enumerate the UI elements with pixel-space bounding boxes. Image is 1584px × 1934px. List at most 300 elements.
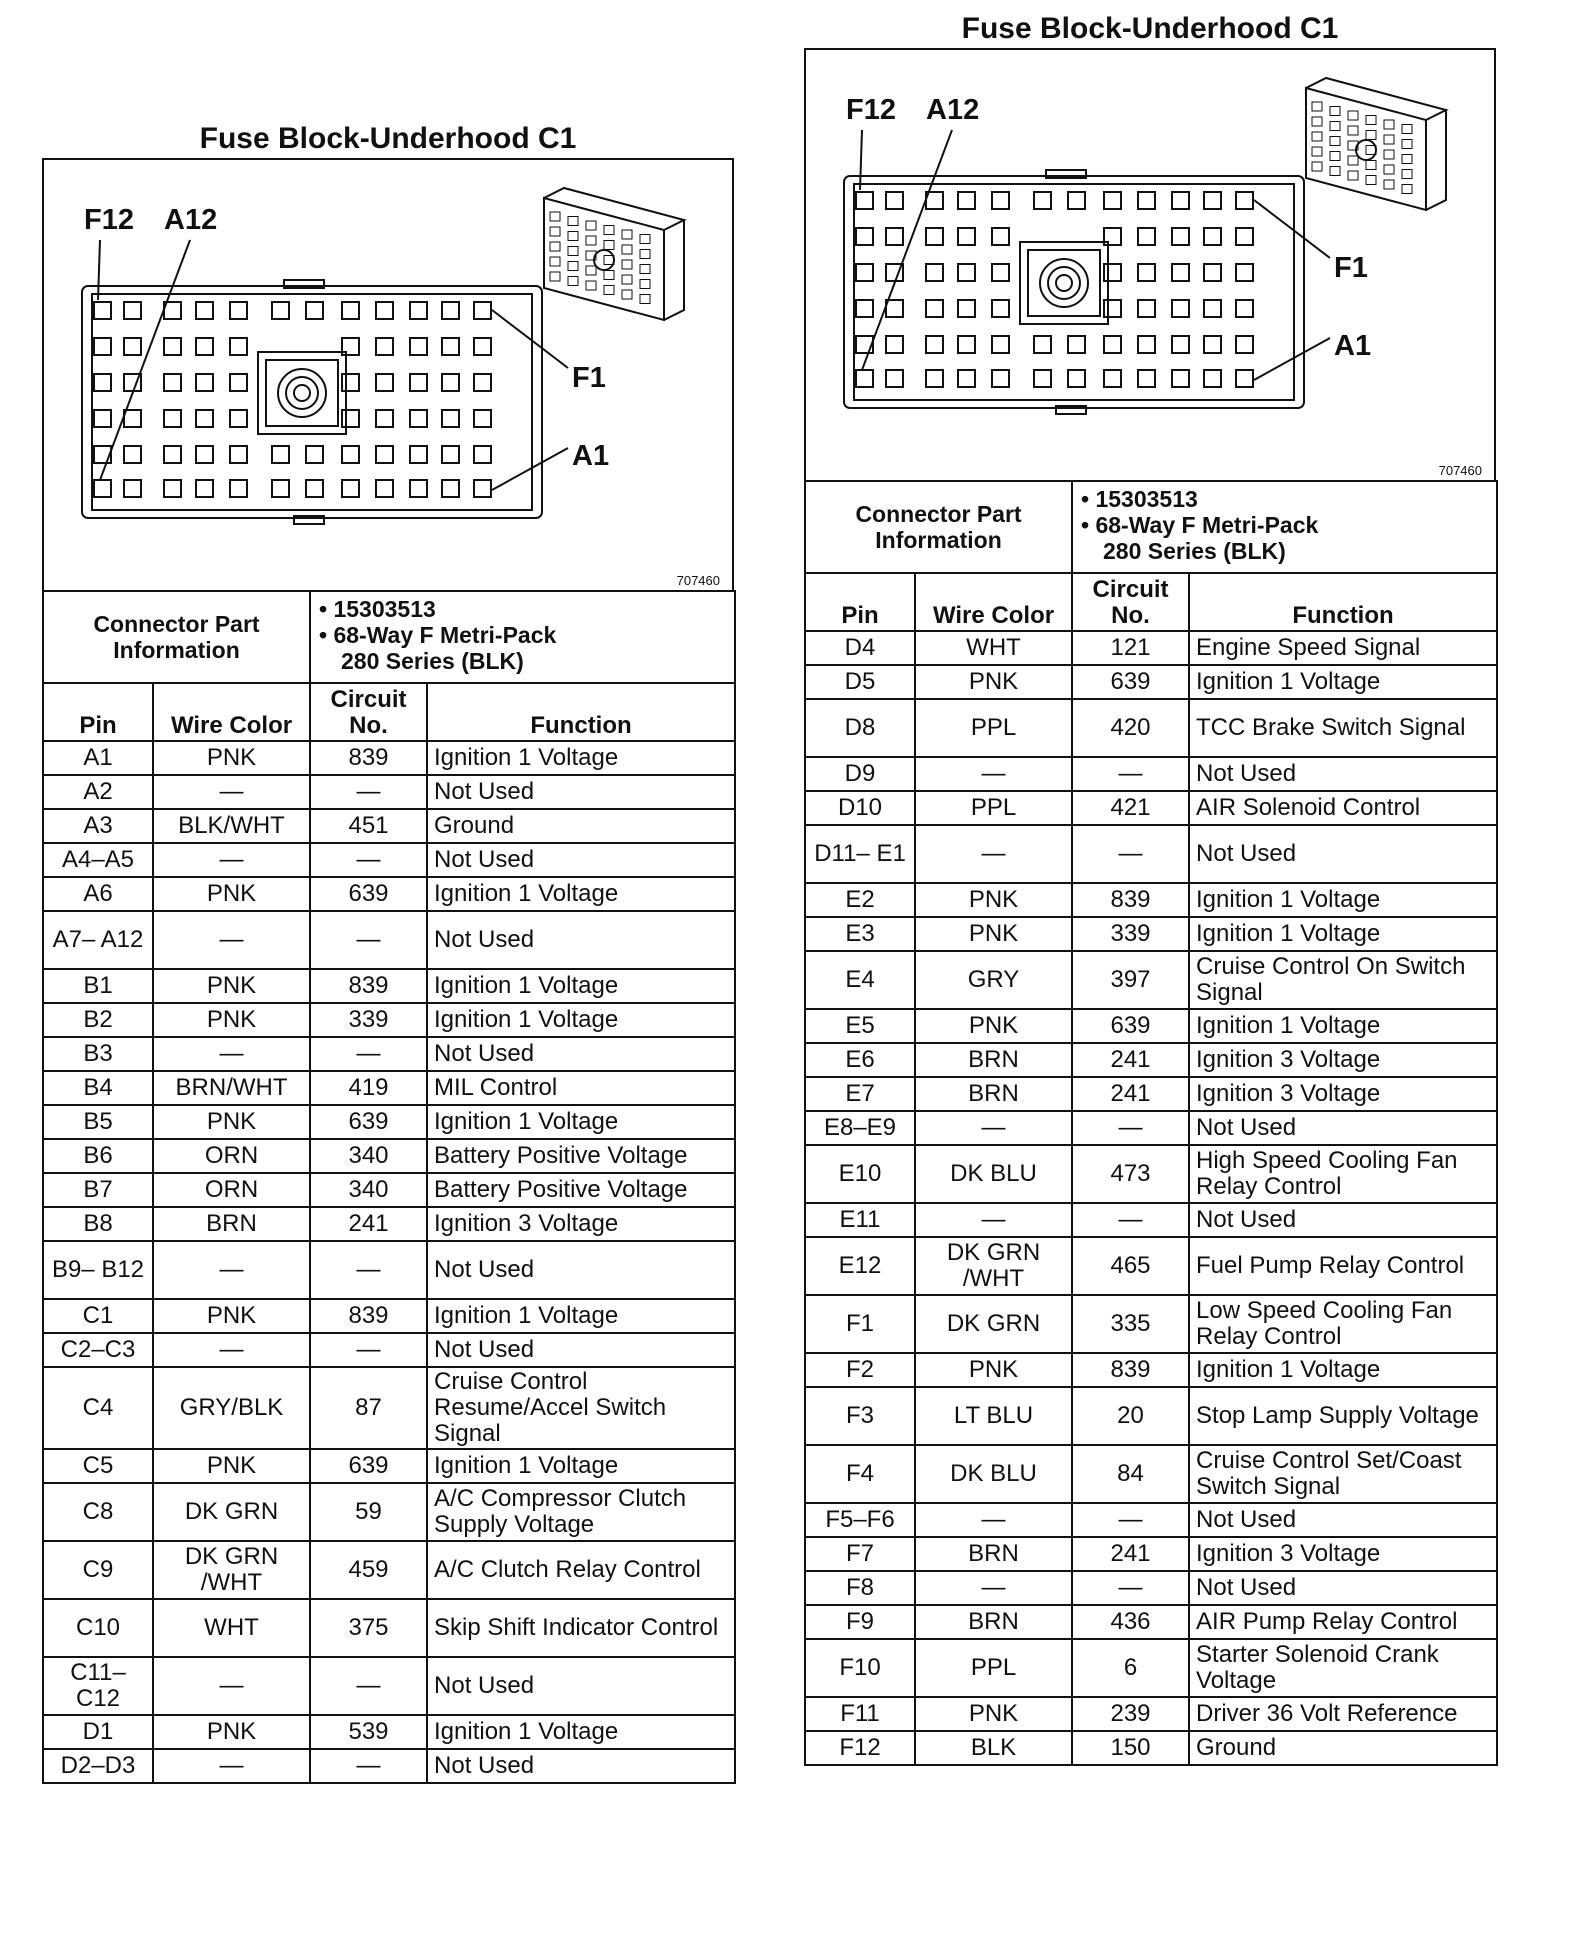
pin-cell: D10 [805,791,915,825]
wire-color-cell: WHT [915,631,1072,665]
function-cell: Skip Shift Indicator Control [427,1599,735,1657]
pin-cell: E3 [805,917,915,951]
wire-color-cell: PNK [915,917,1072,951]
pin-row [805,825,1497,883]
pin-row [43,1541,735,1599]
wire-color-cell: BRN [915,1043,1072,1077]
wire-color-cell: BLK/WHT [153,809,310,843]
pin-cell: B5 [43,1105,153,1139]
pin-row [805,1145,1497,1203]
circuit-cell: 59 [310,1483,427,1541]
wire-color-cell: — [915,1503,1072,1537]
wire-color-cell: DK BLU [915,1145,1072,1203]
wire-color-cell: PNK [153,877,310,911]
part-description-1: • 68-Way F Metri-Pack [319,622,557,648]
pin-cell: C2–C3 [43,1333,153,1367]
circuit-cell: 20 [1072,1387,1189,1445]
circuit-cell: 241 [1072,1043,1189,1077]
pin-row [805,1731,1497,1765]
pin-cell: F8 [805,1571,915,1605]
connector-part-details [310,591,735,683]
left-connector-diagram [42,158,734,592]
wire-color-cell: — [153,1037,310,1071]
wire-color-cell: — [915,825,1072,883]
pin-row [43,741,735,775]
pin-cell: E12 [805,1237,915,1295]
left-connector-panel [42,118,734,1878]
circuit-cell: — [310,1241,427,1299]
wire-color-cell: BRN [915,1605,1072,1639]
pin-cell: D4 [805,631,915,665]
circuit-cell: — [310,1749,427,1783]
pin-cell: E2 [805,883,915,917]
circuit-cell: 87 [310,1367,427,1449]
wire-color-cell: DK GRN [153,1483,310,1541]
function-cell: High Speed Cooling Fan Relay Control [1189,1145,1497,1203]
function-cell: Low Speed Cooling Fan Relay Control [1189,1295,1497,1353]
function-cell: Cruise Control Set/Coast Switch Signal [1189,1445,1497,1503]
right-pinout-table [804,480,1498,1766]
function-cell: MIL Control [427,1071,735,1105]
function-cell: Not Used [1189,1203,1497,1237]
pin-cell: F9 [805,1605,915,1639]
pin-row [805,791,1497,825]
function-cell: Ignition 1 Voltage [427,741,735,775]
circuit-cell: — [310,1657,427,1715]
wire-color-cell: — [153,775,310,809]
pin-row [805,1353,1497,1387]
function-cell: TCC Brake Switch Signal [1189,699,1497,757]
circuit-cell: — [310,843,427,877]
pin-cell: B9– B12 [43,1241,153,1299]
circuit-cell: 421 [1072,791,1189,825]
wire-color-cell: GRY [915,951,1072,1009]
function-cell: Ignition 1 Voltage [1189,1353,1497,1387]
wire-color-cell: ORN [153,1139,310,1173]
circuit-cell: 84 [1072,1445,1189,1503]
function-cell: Driver 36 Volt Reference [1189,1697,1497,1731]
circuit-cell: 436 [1072,1605,1189,1639]
function-cell: Not Used [1189,1571,1497,1605]
circuit-cell: 639 [310,1105,427,1139]
pin-row [43,1333,735,1367]
function-cell: Ignition 3 Voltage [1189,1077,1497,1111]
col-header-wire-color: Wire Color [915,573,1072,631]
wire-color-cell: — [153,1241,310,1299]
function-cell: A/C Compressor Clutch Supply Voltage [427,1483,735,1541]
circuit-cell: 839 [1072,1353,1189,1387]
circuit-cell: 639 [310,1449,427,1483]
pin-row [805,1537,1497,1571]
function-cell: Ignition 1 Voltage [427,969,735,1003]
function-cell: Starter Solenoid Crank Voltage [1189,1639,1497,1697]
pin-row [43,969,735,1003]
part-description-2: 280 Series (BLK) [1103,538,1286,564]
function-cell: Not Used [427,1241,735,1299]
function-cell: A/C Clutch Relay Control [427,1541,735,1599]
connector-info-header: Connector Part Information [43,591,310,683]
function-cell: Battery Positive Voltage [427,1139,735,1173]
function-cell: Not Used [427,1333,735,1367]
function-cell: Ignition 1 Voltage [427,877,735,911]
circuit-cell: 335 [1072,1295,1189,1353]
circuit-cell: 241 [1072,1537,1189,1571]
wire-color-cell: PNK [153,741,310,775]
pin-row [805,757,1497,791]
label-f12: F12 [846,94,896,126]
pin-row [43,843,735,877]
pin-row [805,1639,1497,1697]
function-cell: Cruise Control On Switch Signal [1189,951,1497,1009]
wire-color-cell: PNK [153,1105,310,1139]
circuit-cell: 839 [310,741,427,775]
circuit-cell: 6 [1072,1639,1189,1697]
wire-color-cell: PNK [153,969,310,1003]
left-connector-info [43,591,735,741]
pin-cell: F7 [805,1537,915,1571]
left-pin-rows [43,741,735,1783]
part-number: • 15303513 [1081,486,1198,512]
pin-row [805,951,1497,1009]
wire-color-cell: BRN [915,1077,1072,1111]
pin-cell: B2 [43,1003,153,1037]
wire-color-cell: — [915,757,1072,791]
pin-cell: F4 [805,1445,915,1503]
pin-row [805,1697,1497,1731]
function-cell: Stop Lamp Supply Voltage [1189,1387,1497,1445]
circuit-cell: — [1072,1111,1189,1145]
circuit-cell: 339 [310,1003,427,1037]
pin-row [43,809,735,843]
circuit-cell: — [1072,1203,1189,1237]
function-cell: Ignition 1 Voltage [427,1105,735,1139]
left-pinout-table [42,590,736,1784]
wire-color-cell: PPL [915,1639,1072,1697]
function-cell: Ignition 3 Voltage [427,1207,735,1241]
pin-cell: A1 [43,741,153,775]
wire-color-cell: DK GRN [915,1295,1072,1353]
pin-cell: C8 [43,1483,153,1541]
function-cell: Engine Speed Signal [1189,631,1497,665]
circuit-cell: — [310,911,427,969]
connector-face-drawing [806,50,1498,482]
figure-number: 707460 [676,573,720,588]
wire-color-cell: DK GRN /WHT [153,1541,310,1599]
pin-cell: B8 [43,1207,153,1241]
function-cell: Not Used [427,1749,735,1783]
pin-row [805,883,1497,917]
wire-color-cell: — [153,1749,310,1783]
pin-cell: E5 [805,1009,915,1043]
wire-color-cell: — [153,1333,310,1367]
circuit-cell: 420 [1072,699,1189,757]
pin-cell: E4 [805,951,915,1009]
pin-row [43,1449,735,1483]
pin-cell: B7 [43,1173,153,1207]
pin-row [805,631,1497,665]
col-header-function: Function [427,683,735,741]
pin-row [805,1077,1497,1111]
function-cell: Not Used [427,843,735,877]
circuit-cell: 639 [1072,1009,1189,1043]
pin-row [805,1009,1497,1043]
right-panel-title: Fuse Block-Underhood C1 [961,12,1339,45]
pin-row [805,699,1497,757]
pin-row [43,1749,735,1783]
pin-row [43,877,735,911]
pin-row [805,1295,1497,1353]
circuit-cell: 451 [310,809,427,843]
wire-color-cell: PNK [153,1003,310,1037]
function-cell: Not Used [427,1657,735,1715]
pin-row [43,1599,735,1657]
circuit-cell: 375 [310,1599,427,1657]
circuit-cell: 639 [310,877,427,911]
circuit-cell: — [310,1037,427,1071]
pin-cell: E7 [805,1077,915,1111]
col-header-circuit: Circuit No. [1072,573,1189,631]
function-cell: Battery Positive Voltage [427,1173,735,1207]
pin-cell: F3 [805,1387,915,1445]
part-description-2: 280 Series (BLK) [341,648,524,674]
function-cell: Cruise Control Resume/Accel Switch Signal [427,1367,735,1449]
pin-cell: A7– A12 [43,911,153,969]
pin-row [805,1237,1497,1295]
pin-cell: F10 [805,1639,915,1697]
pin-row [43,1657,735,1715]
pin-cell: D8 [805,699,915,757]
function-cell: AIR Solenoid Control [1189,791,1497,825]
label-a12: A12 [926,94,980,126]
function-cell: Not Used [427,1037,735,1071]
pin-cell: A6 [43,877,153,911]
function-cell: Ignition 3 Voltage [1189,1537,1497,1571]
label-a1: A1 [1334,330,1372,362]
function-cell: Fuel Pump Relay Control [1189,1237,1497,1295]
pin-cell: C11– C12 [43,1657,153,1715]
circuit-cell: 839 [310,969,427,1003]
pin-cell: E8–E9 [805,1111,915,1145]
pin-cell: E6 [805,1043,915,1077]
pin-row [805,665,1497,699]
pin-row [805,1605,1497,1639]
pin-row [805,1387,1497,1445]
circuit-cell: 839 [1072,883,1189,917]
wire-color-cell: PPL [915,791,1072,825]
function-cell: Ignition 3 Voltage [1189,1043,1497,1077]
pin-cell: C5 [43,1449,153,1483]
wire-color-cell: BRN [915,1537,1072,1571]
pin-row [805,1043,1497,1077]
pin-row [43,1241,735,1299]
pin-row [43,1139,735,1173]
connector-part-details [1072,481,1497,573]
circuit-cell: — [1072,1503,1189,1537]
pin-row [43,1003,735,1037]
circuit-cell: — [1072,825,1189,883]
pin-row [805,1203,1497,1237]
label-f1: F1 [572,362,606,394]
function-cell: Not Used [427,911,735,969]
pin-cell: C9 [43,1541,153,1599]
label-f12: F12 [84,204,134,236]
circuit-cell: — [310,1333,427,1367]
pin-row [43,775,735,809]
wire-color-cell: BLK [915,1731,1072,1765]
circuit-cell: 150 [1072,1731,1189,1765]
wire-color-cell: PNK [153,1449,310,1483]
wire-color-cell: BRN/WHT [153,1071,310,1105]
left-panel-title: Fuse Block-Underhood C1 [199,122,577,155]
col-header-pin: Pin [43,683,153,741]
pin-row [805,917,1497,951]
pin-row [43,1715,735,1749]
wire-color-cell: WHT [153,1599,310,1657]
pin-row [43,1367,735,1449]
circuit-cell: 241 [1072,1077,1189,1111]
function-cell: Ignition 1 Voltage [1189,665,1497,699]
circuit-cell: — [310,775,427,809]
pin-cell: A4–A5 [43,843,153,877]
pin-row [43,1299,735,1333]
circuit-cell: 339 [1072,917,1189,951]
label-a12: A12 [164,204,218,236]
connector-face-drawing [44,160,736,592]
circuit-cell: 459 [310,1541,427,1599]
pin-cell: F1 [805,1295,915,1353]
wire-color-cell: PNK [915,1697,1072,1731]
circuit-cell: — [1072,1571,1189,1605]
pin-row [43,1483,735,1541]
col-header-pin: Pin [805,573,915,631]
function-cell: Not Used [1189,825,1497,883]
function-cell: Ignition 1 Voltage [427,1449,735,1483]
col-header-wire-color: Wire Color [153,683,310,741]
wire-color-cell: DK BLU [915,1445,1072,1503]
label-f1: F1 [1334,252,1368,284]
circuit-cell: 397 [1072,951,1189,1009]
function-cell: Ignition 1 Voltage [1189,917,1497,951]
function-cell: Not Used [1189,1503,1497,1537]
function-cell: Ignition 1 Voltage [427,1715,735,1749]
wire-color-cell: GRY/BLK [153,1367,310,1449]
circuit-cell: 340 [310,1139,427,1173]
circuit-cell: 473 [1072,1145,1189,1203]
pin-cell: D5 [805,665,915,699]
pin-cell: D9 [805,757,915,791]
function-cell: Not Used [1189,757,1497,791]
pin-cell: A3 [43,809,153,843]
label-a1: A1 [572,440,610,472]
wire-color-cell: LT BLU [915,1387,1072,1445]
function-cell: Ignition 1 Voltage [1189,1009,1497,1043]
function-cell: Not Used [1189,1111,1497,1145]
circuit-cell: 539 [310,1715,427,1749]
wire-color-cell: PPL [915,699,1072,757]
pin-row [805,1503,1497,1537]
circuit-cell: 239 [1072,1697,1189,1731]
wire-color-cell: DK GRN /WHT [915,1237,1072,1295]
pin-cell: F11 [805,1697,915,1731]
pin-cell: F5–F6 [805,1503,915,1537]
pin-cell: A2 [43,775,153,809]
function-cell: Ground [1189,1731,1497,1765]
circuit-cell: 465 [1072,1237,1189,1295]
pin-cell: C4 [43,1367,153,1449]
wire-color-cell: PNK [915,1353,1072,1387]
pin-cell: B4 [43,1071,153,1105]
wire-color-cell: PNK [153,1299,310,1333]
right-connector-panel [804,8,1496,1868]
wire-color-cell: — [153,911,310,969]
function-cell: Ignition 1 Voltage [427,1003,735,1037]
pin-cell: E11 [805,1203,915,1237]
function-cell: Not Used [427,775,735,809]
pin-cell: D1 [43,1715,153,1749]
wire-color-cell: BRN [153,1207,310,1241]
pin-cell: C10 [43,1599,153,1657]
pin-row [805,1571,1497,1605]
wire-color-cell: PNK [153,1715,310,1749]
right-connector-diagram [804,48,1496,482]
wire-color-cell: PNK [915,1009,1072,1043]
pin-row [43,1173,735,1207]
figure-number: 707460 [1438,463,1482,478]
pin-cell: D2–D3 [43,1749,153,1783]
pin-cell: F2 [805,1353,915,1387]
circuit-cell: 419 [310,1071,427,1105]
wire-color-cell: PNK [915,883,1072,917]
wire-color-cell: — [915,1111,1072,1145]
part-number: • 15303513 [319,596,436,622]
pin-row [43,1037,735,1071]
wire-color-cell: — [153,1657,310,1715]
col-header-circuit: Circuit No. [310,683,427,741]
wire-color-cell: — [915,1203,1072,1237]
circuit-cell: 839 [310,1299,427,1333]
pin-row [43,1105,735,1139]
pin-row [43,911,735,969]
circuit-cell: 241 [310,1207,427,1241]
col-header-function: Function [1189,573,1497,631]
pin-cell: F12 [805,1731,915,1765]
pin-row [805,1111,1497,1145]
circuit-cell: 121 [1072,631,1189,665]
function-cell: Ignition 1 Voltage [1189,883,1497,917]
pin-row [43,1207,735,1241]
connector-info-header: Connector Part Information [805,481,1072,573]
right-connector-info [805,481,1497,631]
function-cell: Ground [427,809,735,843]
right-pin-rows [805,631,1497,1765]
pin-row [805,1445,1497,1503]
circuit-cell: — [1072,757,1189,791]
pin-cell: C1 [43,1299,153,1333]
wire-color-cell: PNK [915,665,1072,699]
circuit-cell: 340 [310,1173,427,1207]
pin-cell: B1 [43,969,153,1003]
wire-color-cell: — [153,843,310,877]
function-cell: Ignition 1 Voltage [427,1299,735,1333]
pin-cell: E10 [805,1145,915,1203]
circuit-cell: 639 [1072,665,1189,699]
function-cell: AIR Pump Relay Control [1189,1605,1497,1639]
wire-color-cell: — [915,1571,1072,1605]
pin-cell: B6 [43,1139,153,1173]
pin-row [43,1071,735,1105]
pin-cell: B3 [43,1037,153,1071]
pin-cell: D11– E1 [805,825,915,883]
